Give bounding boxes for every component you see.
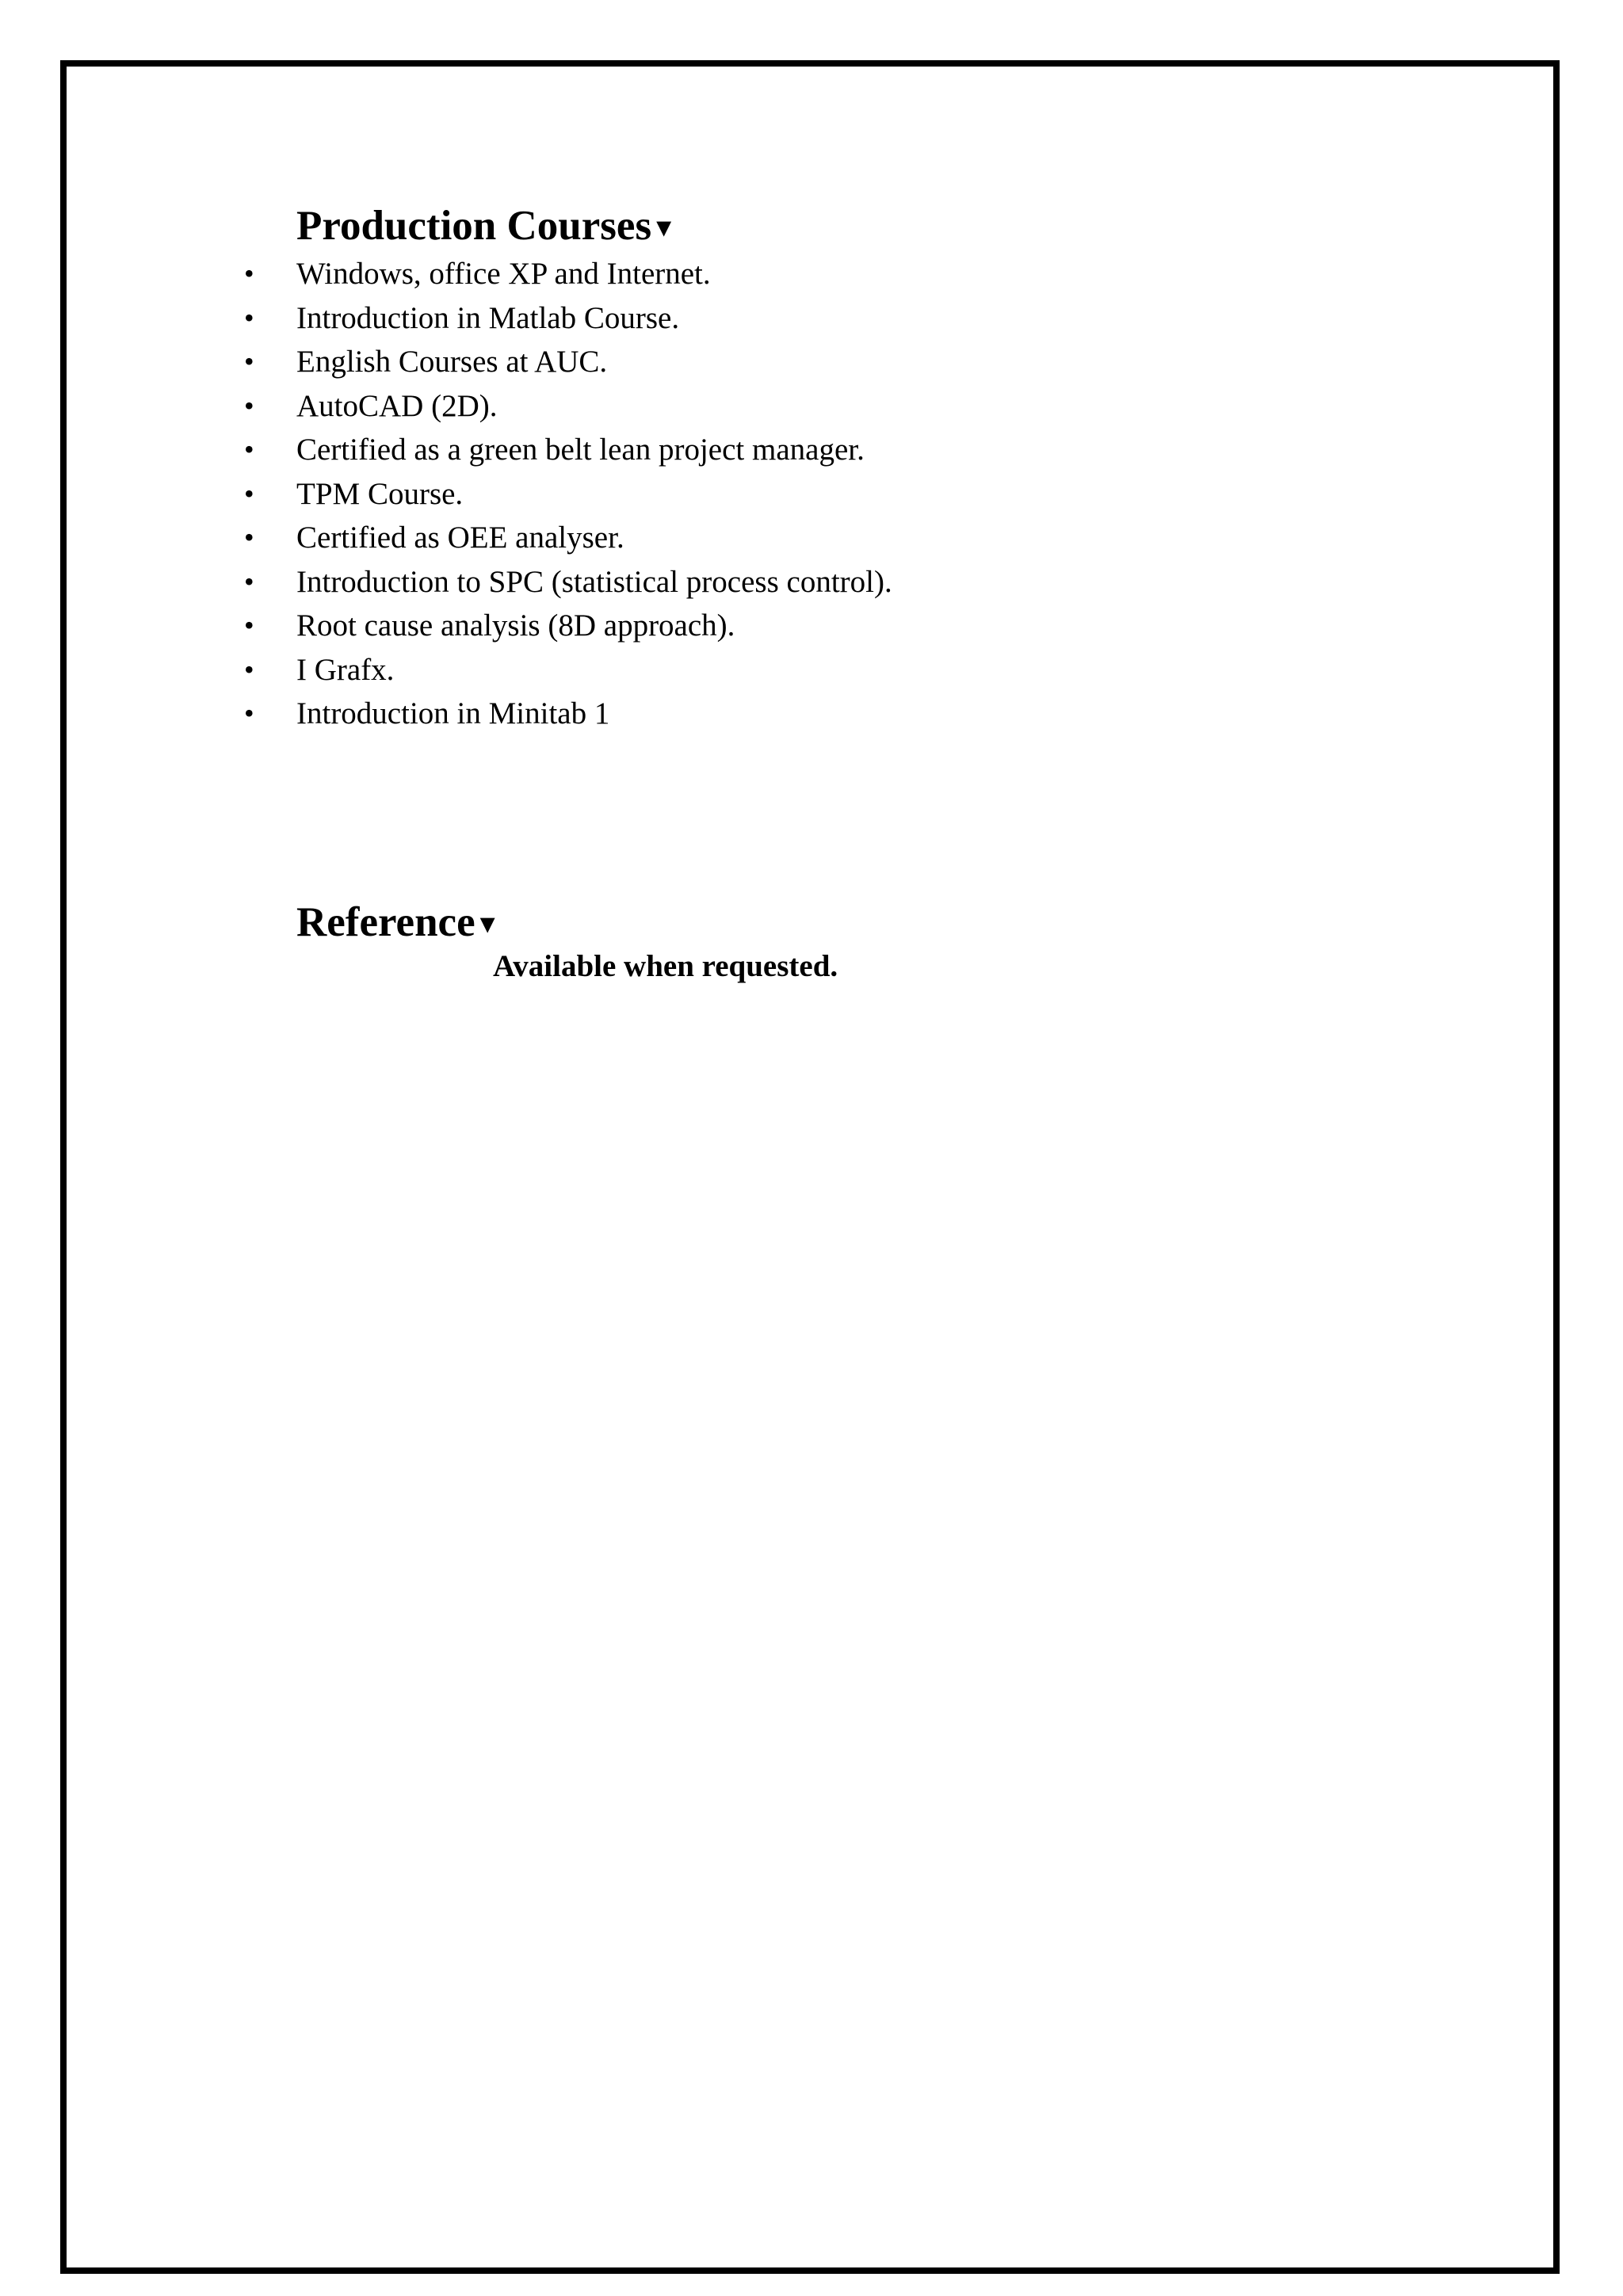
bullet-icon: • [244, 653, 254, 685]
bullet-icon: • [244, 433, 254, 465]
course-item-text: Windows, office XP and Internet. [296, 257, 711, 291]
bullet-icon: • [244, 697, 254, 729]
down-triangle-icon: ▾ [656, 211, 672, 244]
reference-heading-text: Reference [296, 899, 475, 945]
course-item-text: Introduction to SPC (statistical process control). [296, 564, 892, 599]
course-item-text: Root cause analysis (8D approach). [296, 608, 735, 643]
course-item-text: English Courses at AUC. [296, 345, 608, 379]
bullet-icon: • [244, 389, 254, 421]
course-item-text: Certified as a green belt lean project manager. [296, 433, 865, 467]
bullet-icon: • [244, 609, 254, 641]
course-item-text: Introduction in Minitab 1 [296, 696, 610, 730]
course-item-text: I Grafx. [296, 652, 395, 687]
down-triangle-icon: ▾ [479, 907, 495, 940]
course-item-text: Introduction in Matlab Course. [296, 300, 680, 335]
production-courses-heading-text: Production Courses [296, 203, 652, 249]
bullet-icon: • [244, 257, 254, 289]
page-border [60, 60, 1560, 2274]
bullet-icon: • [244, 345, 254, 377]
bullet-icon: • [244, 565, 254, 597]
course-item-text: Certified as OEE analyser. [296, 521, 624, 555]
reference-note: Available when requested. [493, 949, 838, 983]
bullet-icon: • [244, 301, 254, 334]
course-item-text: TPM Course. [296, 476, 464, 511]
course-item-text: AutoCAD (2D). [296, 388, 498, 423]
reference-heading [296, 898, 495, 948]
bullet-icon: • [244, 477, 254, 509]
production-courses-heading [296, 202, 671, 251]
bullet-icon: • [244, 521, 254, 553]
